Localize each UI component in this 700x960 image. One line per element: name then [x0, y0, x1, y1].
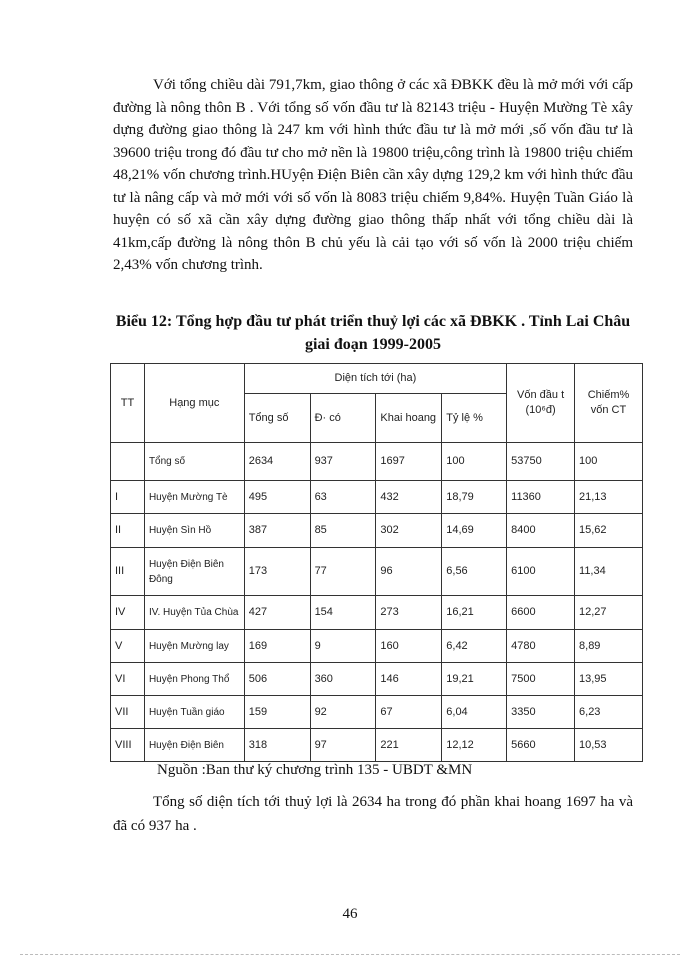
- cell-tt: I: [111, 481, 145, 514]
- cell-share: 6,23: [575, 696, 643, 729]
- cell-total: 2634: [244, 443, 310, 481]
- cell-capital: 7500: [507, 663, 575, 696]
- header-capital-unit: (10⁶đ): [525, 404, 556, 416]
- cell-existing: 9: [310, 630, 376, 663]
- cell-reclaim: 221: [376, 729, 442, 762]
- cell-name: Huyện Tuần giáo: [144, 696, 244, 729]
- table-caption: Biểu 12: Tổng hợp đầu tư phát triển thuỷ lợi các xã ĐBKK . Tỉnh Lai Châu giai đoạn 1999-2005: [115, 313, 631, 353]
- cell-total: 387: [244, 514, 310, 548]
- cell-share: 10,53: [575, 729, 643, 762]
- cell-share: 13,95: [575, 663, 643, 696]
- cell-total: 506: [244, 663, 310, 696]
- cell-tt: II: [111, 514, 145, 548]
- table-row: [111, 630, 643, 663]
- cell-total: 173: [244, 548, 310, 596]
- cell-share: 21,13: [575, 481, 643, 514]
- cell-share: 100: [575, 443, 643, 481]
- cell-total: 318: [244, 729, 310, 762]
- cell-capital: 11360: [507, 481, 575, 514]
- cell-ratio: 6,42: [442, 630, 507, 663]
- header-area-group: Diện tích tới (ha): [244, 364, 506, 394]
- cell-reclaim: 146: [376, 663, 442, 696]
- header-capital: [507, 364, 575, 443]
- cell-existing: 85: [310, 514, 376, 548]
- cell-name: Huyện Mường lay: [144, 630, 244, 663]
- table-row: [111, 696, 643, 729]
- body-paragraph-2: Tổng số diện tích tới thuỷ lợi là 2634 ha trong đó phần khai hoang 1697 ha và đã có 937 ha .: [113, 794, 633, 834]
- cell-share: 15,62: [575, 514, 643, 548]
- cell-capital: 4780: [507, 630, 575, 663]
- cell-capital: 3350: [507, 696, 575, 729]
- cell-reclaim: 67: [376, 696, 442, 729]
- cell-tt: [111, 443, 145, 481]
- cell-total: 159: [244, 696, 310, 729]
- cell-name: Tổng số: [144, 443, 244, 481]
- cell-name: Huyện Điện Biên Đông: [144, 548, 244, 596]
- table-row: [111, 548, 643, 596]
- cell-name: Huyện Mường Tè: [144, 481, 244, 514]
- cell-capital: 6100: [507, 548, 575, 596]
- cell-tt: V: [111, 630, 145, 663]
- cell-existing: 154: [310, 596, 376, 630]
- body-paragraph-1: Với tổng chiều dài 791,7km, giao thông ở các xã ĐBKK đều là mở mới với cấp đường là nông thôn B . Với tổng số vốn đầu tư là 82143 triệu - Huyện Mường Tè xây dựng đường giao thông là 247 km với hình thức đầu tư là mở mới ,số vốn đầu tư là 39600 triệu trong đó đầu tư cho mở nền là 19800 triệu,công trình là 19800 triệu chiếm 48,21% vốn chương trình.HUyện Điện Biên cần xây dựng 129,2 km với hình thức đầu tư là nâng cấp và mở mới với số vốn là 8083 triệu chiếm 9,84%. Huyện Tuần Giáo là huyện có số xã cần xây dựng đường giao thông thấp nhất với tổng chiều dài là 41km,cấp đường là nông thôn B chủ yếu là cải tạo với số vốn là 2000 triệu chiếm 2,43% vốn chương trình.: [113, 77, 633, 273]
- cell-capital: 8400: [507, 514, 575, 548]
- cell-tt: IV: [111, 596, 145, 630]
- cell-ratio: 12,12: [442, 729, 507, 762]
- cell-reclaim: 432: [376, 481, 442, 514]
- cell-reclaim: 96: [376, 548, 442, 596]
- cell-ratio: 6,56: [442, 548, 507, 596]
- table-row: [111, 481, 643, 514]
- table-row: [111, 663, 643, 696]
- cell-reclaim: 1697: [376, 443, 442, 481]
- header-total: Tổng số: [244, 394, 310, 443]
- cell-existing: 937: [310, 443, 376, 481]
- cell-share: 11,34: [575, 548, 643, 596]
- cell-existing: 77: [310, 548, 376, 596]
- cell-existing: 63: [310, 481, 376, 514]
- cell-ratio: 14,69: [442, 514, 507, 548]
- irrigation-investment-table: [110, 363, 643, 762]
- cell-name: Huyện Phong Thổ: [144, 663, 244, 696]
- header-ratio: Tỷ lệ %: [442, 394, 507, 443]
- cell-existing: 360: [310, 663, 376, 696]
- table-row: [111, 514, 643, 548]
- cell-ratio: 100: [442, 443, 507, 481]
- cell-share: 8,89: [575, 630, 643, 663]
- cell-capital: 5660: [507, 729, 575, 762]
- table-row: [111, 443, 643, 481]
- cell-total: 495: [244, 481, 310, 514]
- cell-ratio: 6,04: [442, 696, 507, 729]
- cell-reclaim: 302: [376, 514, 442, 548]
- cell-ratio: 16,21: [442, 596, 507, 630]
- cell-name: Huyện Sìn Hồ: [144, 514, 244, 548]
- page-number: 46: [342, 906, 358, 922]
- header-reclaim: Khai hoang: [376, 394, 442, 443]
- cell-total: 169: [244, 630, 310, 663]
- cell-name: IV. Huyện Tủa Chùa: [144, 596, 244, 630]
- cell-total: 427: [244, 596, 310, 630]
- cell-name: Huyện Điện Biên: [144, 729, 244, 762]
- page-bottom-divider: [20, 954, 680, 955]
- cell-reclaim: 160: [376, 630, 442, 663]
- cell-capital: 6600: [507, 596, 575, 630]
- header-tt: TT: [111, 364, 145, 443]
- header-existing: Đ· có: [310, 394, 376, 443]
- cell-tt: III: [111, 548, 145, 596]
- cell-tt: VII: [111, 696, 145, 729]
- header-share: Chiếm% vốn CT: [575, 364, 643, 443]
- table-row: [111, 596, 643, 630]
- cell-share: 12,27: [575, 596, 643, 630]
- table-row: [111, 729, 643, 762]
- cell-ratio: 19,21: [442, 663, 507, 696]
- cell-existing: 97: [310, 729, 376, 762]
- cell-capital: 53750: [507, 443, 575, 481]
- cell-tt: VI: [111, 663, 145, 696]
- cell-tt: VIII: [111, 729, 145, 762]
- header-capital-label: Vốn đầu t: [517, 389, 565, 401]
- cell-existing: 92: [310, 696, 376, 729]
- cell-reclaim: 273: [376, 596, 442, 630]
- table-source-note: Nguồn :Ban thư ký chương trình 135 - UBDT &MN: [157, 762, 473, 778]
- header-item: Hạng mục: [144, 364, 244, 443]
- cell-ratio: 18,79: [442, 481, 507, 514]
